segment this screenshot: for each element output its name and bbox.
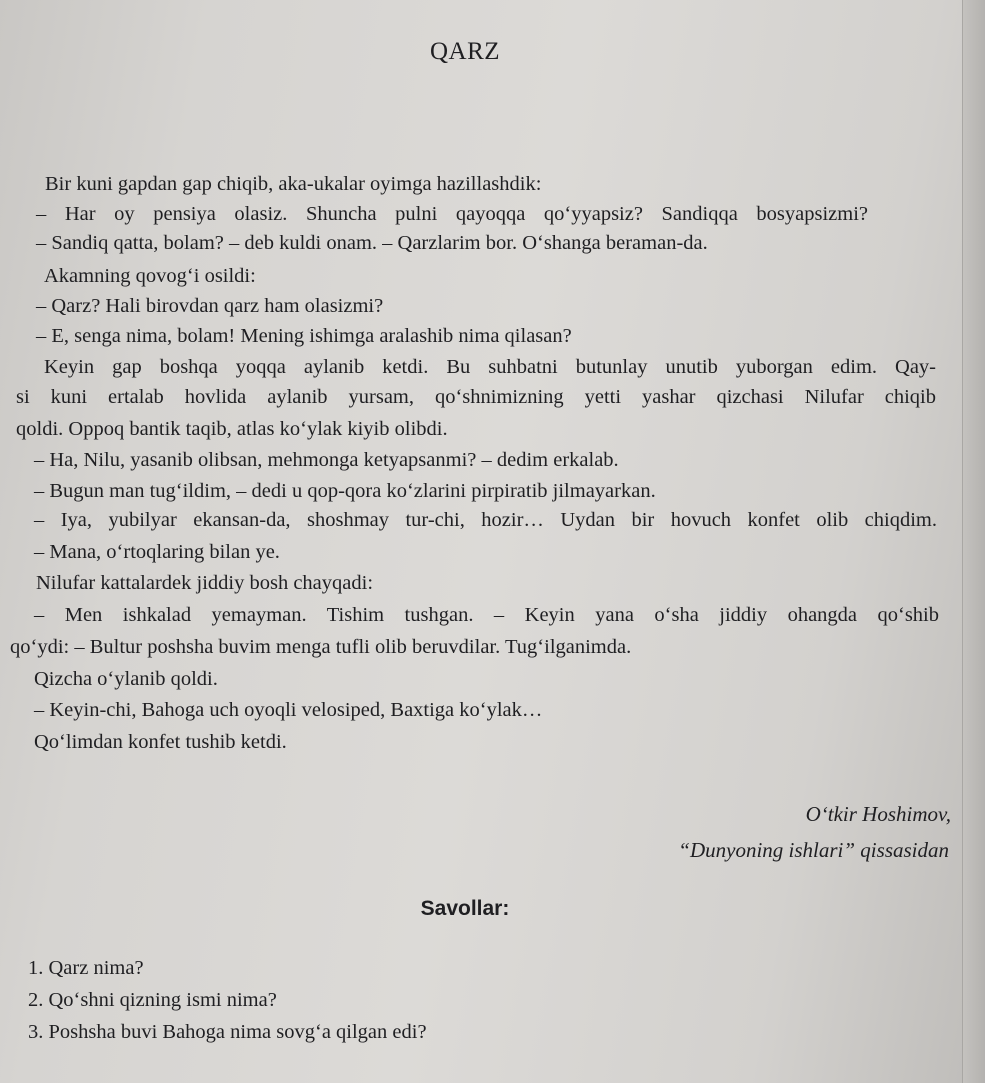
text-line: si kuni ertalab hovlida aylanib yursam, qo‘shnimizning yetti yashar qizchasi Nilufar chiqib: [16, 386, 936, 408]
text-line: – Qarz? Hali birovdan qarz ham olasizmi?: [36, 295, 384, 317]
text-line: – Sandiq qatta, bolam? – deb kuldi onam. – Qarzlarim bor. O‘shanga beraman-da.: [36, 232, 708, 254]
question-item: 1. Qarz nima?: [28, 957, 144, 979]
question-item: 2. Qo‘shni qizning ismi nima?: [28, 989, 277, 1011]
text-line: – Ha, Nilu, yasanib olibsan, mehmonga ketyapsanmi? – dedim erkalab.: [34, 449, 619, 471]
text-line: – Iya, yubilyar ekansan-da, shoshmay tur-chi, hozir… Uydan bir hovuch konfet olib chiqdim.: [34, 509, 937, 531]
text-line: – Men ishkalad yemayman. Tishim tushgan. – Keyin yana o‘sha jiddiy ohangda qo‘shib: [34, 604, 939, 626]
text-line: Bir kuni gapdan gap chiqib, aka-ukalar oyimga hazillashdik:: [45, 173, 542, 195]
text-line: – Keyin-chi, Bahoga uch oyoqli velosiped, Baxtiga ko‘ylak…: [34, 699, 543, 721]
text-line: Nilufar kattalardek jiddiy bosh chayqadi:: [36, 572, 374, 594]
question-item: 3. Poshsha buvi Bahoga nima sovg‘a qilgan edi?: [28, 1021, 427, 1043]
text-line: Qizcha o‘ylanib qoldi.: [34, 668, 218, 690]
text-line: – Har oy pensiya olasiz. Shuncha pulni qayoqqa qo‘yyapsiz? Sandiqqa bosyapsizmi?: [36, 203, 868, 225]
text-line: Keyin gap boshqa yoqqa aylanib ketdi. Bu suhbatni butunlay unutib yuborgan edim. Qay-: [44, 356, 936, 378]
text-line: qo‘ydi: – Bultur poshsha buvim menga tufli olib beruvdilar. Tug‘ilganimda.: [10, 636, 632, 658]
text-line: – Mana, o‘rtoqlaring bilan ye.: [34, 541, 280, 563]
text-line: – Bugun man tug‘ildim, – dedi u qop-qora ko‘zlarini pirpiratib jilmayarkan.: [34, 480, 656, 502]
text-line: qoldi. Oppoq bantik taqib, atlas ko‘ylak kiyib olibdi.: [16, 418, 448, 440]
page-edge: [962, 0, 985, 1083]
source-title: “Dunyoning ishlari” qissasidan: [678, 838, 949, 862]
questions-heading: Savollar:: [420, 897, 510, 920]
story-title: QARZ: [429, 38, 501, 65]
author-name: O‘tkir Hoshimov,: [805, 802, 951, 826]
text-line: Akamning qovog‘i osildi:: [44, 265, 256, 287]
text-line: – E, senga nima, bolam! Mening ishimga aralashib nima qilasan?: [36, 325, 572, 347]
text-line: Qo‘limdan konfet tushib ketdi.: [34, 731, 287, 753]
